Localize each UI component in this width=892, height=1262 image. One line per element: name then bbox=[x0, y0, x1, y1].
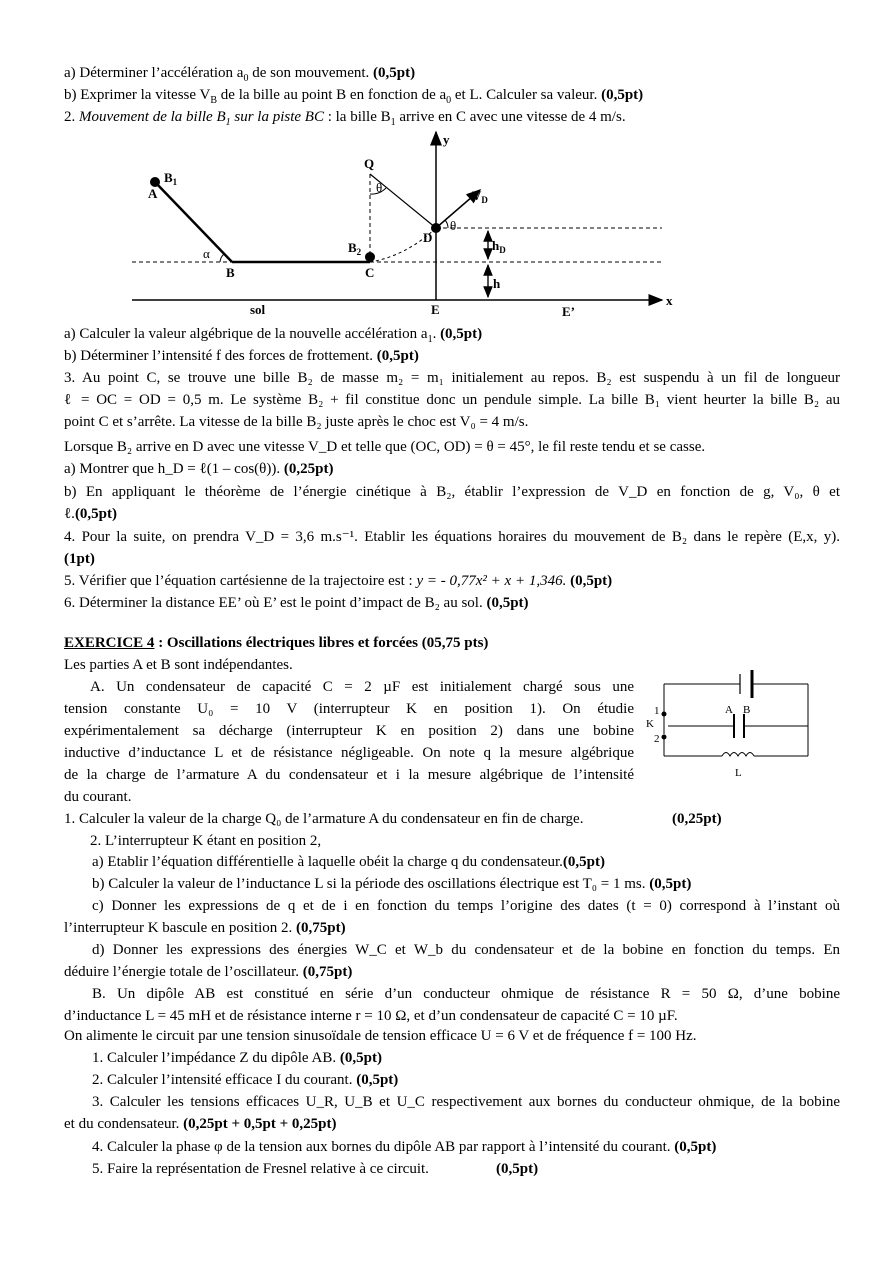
label-b: B bbox=[226, 265, 235, 280]
label-d: D bbox=[423, 230, 433, 245]
part-a-line2: tension constante U₀ = 10 V (interrupteur K en position 1). On étudie bbox=[64, 701, 634, 717]
part-a-line6: du courant. bbox=[64, 789, 132, 805]
question-3-line4: Lorsque B₂ arrive en D avec une vitesse V_D et telle que (OC, OD) = θ = 45°, le fil reste tendu et se casse. bbox=[64, 439, 706, 455]
label-sol: sol bbox=[250, 302, 266, 317]
label-theta: θ bbox=[376, 180, 383, 195]
circuit-label-1: 1 bbox=[654, 705, 660, 717]
circuit-label-l: L bbox=[735, 767, 742, 779]
part-a-q2c-line2: l’interrupteur K bascule en position 2. (0,75pt) bbox=[64, 920, 346, 936]
label-q: Q bbox=[364, 156, 375, 171]
part-a-line3: expérimentalement sa décharge (interrupteur K en position 2) dans une bobine bbox=[64, 723, 634, 739]
label-e-prime: E’ bbox=[562, 304, 575, 319]
label-y: y bbox=[443, 132, 450, 147]
part-b-q1: 1. Calculer l’impédance Z du dipôle AB. (0,5pt) bbox=[92, 1050, 382, 1066]
part-b-line2: d’inductance L = 45 mH et de résistance interne r = 10 Ω, et d’un condensateur de capacité C = 10 µF. bbox=[64, 1008, 678, 1024]
part-a-q2a: a) Etablir l’équation différentielle à laquelle obéit la charge q du condensateur.(0,5pt) bbox=[92, 854, 605, 870]
question-2a: a) Calculer la valeur algébrique de la nouvelle accélération $a_1$. (0,5pt) bbox=[64, 326, 483, 345]
alpha-arc bbox=[220, 254, 224, 262]
label-a: A bbox=[148, 186, 158, 201]
part-b-q2: 2. Calculer l’intensité efficace I du courant. (0,5pt) bbox=[92, 1072, 399, 1088]
part-b-q4: 4. Calculer la phase φ de la tension aux bornes du dipôle AB par rapport à l’intensité du courant. (0,5pt) bbox=[92, 1139, 717, 1155]
circuit-label-b: B bbox=[743, 704, 751, 716]
part-a-line5: de la charge de l’armature A du condensateur et i la mesure algébrique de l’intensité bbox=[64, 767, 634, 783]
label-x: x bbox=[666, 293, 673, 308]
part-a-q1: 1. Calculer la valeur de la charge Q₀ de l’armature A du condensateur en fin de charge. bbox=[64, 811, 584, 827]
label-vd: $V_D$ bbox=[472, 188, 488, 205]
ball-d bbox=[431, 223, 441, 233]
circuit-label-a: A bbox=[725, 704, 733, 716]
exercise4-intro: Les parties A et B sont indépendantes. bbox=[64, 657, 293, 673]
part-a-q2b: b) Calculer la valeur de l’inductance L si la période des oscillations électrique est T₀ = 1 ms. (0,5pt) bbox=[92, 876, 692, 892]
ball-b2 bbox=[365, 252, 375, 262]
question-5: 5. Vérifier que l’équation cartésienne de la trajectoire est : y = - 0,77x² + x + 1,346. (0,5pt) bbox=[64, 573, 613, 589]
question-3-line2: ℓ = OC = OD = 0,5 m. Le système B₂ + fil constitue donc un pendule simple. La bille B₁ vient heurter la bille B₂ au bbox=[64, 392, 840, 408]
part-b-q5-points: (0,5pt) bbox=[496, 1161, 539, 1177]
label-c: C bbox=[365, 265, 375, 280]
switch-contact-2 bbox=[662, 735, 667, 740]
question-1a: a) Déterminer l’accélération $a_0$ de son mouvement. (0,5pt) bbox=[64, 65, 416, 84]
track-figure bbox=[0, 0, 892, 330]
part-b-line3: On alimente le circuit par une tension sinusoïdale de tension efficace U = 6 V et de fréquence f = 100 Hz. bbox=[64, 1028, 697, 1044]
question-4-line1: 4. Pour la suite, on prendra V_D = 3,6 m.s⁻¹. Etablir les équations horaires du mouvement de B₂ dans le repère (E,x, y). bbox=[64, 529, 840, 545]
label-b2: $B_2$ bbox=[348, 240, 362, 257]
question-3b-line1: b) En appliquant le théorème de l’énergie cinétique à B₂, établir l’expression de V_D en fonction de g, V₀, θ et bbox=[64, 484, 840, 500]
theta0-arc bbox=[445, 220, 448, 228]
slope-ab bbox=[155, 182, 232, 262]
part-b-q3-line1: 3. Calculer les tensions efficaces U_R, U_B et U_C respectivement aux bornes du conducteur ohmique, de la bobine bbox=[92, 1094, 840, 1110]
label-hd: $h_D$ bbox=[492, 238, 506, 255]
part-a-q2d-line1: d) Donner les expressions des énergies W_C et W_b du condensateur et de la bobine en fonction du temps. En bbox=[92, 942, 840, 958]
circuit-label-2: 2 bbox=[654, 733, 660, 745]
label-e: E bbox=[431, 302, 440, 317]
circuit-figure bbox=[640, 668, 820, 783]
exercise4-title: EXERCICE 4 : Oscillations électriques libres et forcées (05,75 pts) bbox=[64, 635, 489, 651]
question-3-line3: point C et s’arrête. La vitesse de la bille B₂ juste après le choc est V₀ = 4 m/s. bbox=[64, 414, 529, 430]
switch-contact-1 bbox=[662, 712, 667, 717]
question-2b: b) Déterminer l’intensité f des forces de frottement. (0,5pt) bbox=[64, 348, 419, 364]
part-a-q1-points: (0,25pt) bbox=[672, 811, 722, 827]
question-2-heading: 2. Mouvement de la bille $B_1$ sur la piste BC : la bille $B_1$ arrive en C avec une vitesse de 4 m/s. bbox=[64, 109, 626, 128]
part-b-q5: 5. Faire la représentation de Fresnel relative à ce circuit. bbox=[92, 1161, 429, 1177]
question-1b: b) Exprimer la vitesse $V_B$ de la bille au point B en fonction de $a_0$ et L. Calculer sa valeur. (0,5pt) bbox=[64, 87, 644, 106]
part-a-line4: inductive d’inductance L et de résistance négligeable. On note q la mesure algébrique bbox=[64, 745, 634, 761]
label-theta0: θ bbox=[450, 218, 457, 233]
question-3-line1: 3. Au point C, se trouve une bille B₂ de masse m₂ = m₁ initialement au repos. B₂ est suspendu à un fil de longueur bbox=[64, 370, 840, 386]
question-3a: a) Montrer que h_D = ℓ(1 – cos(θ)). (0,25pt) bbox=[64, 461, 334, 477]
part-a-line1: A. Un condensateur de capacité C = 2 µF est initialement chargé sous une bbox=[90, 679, 634, 695]
label-alpha: α bbox=[203, 246, 210, 261]
question-4-points: (1pt) bbox=[64, 551, 95, 567]
part-a-q2d-line2: déduire l’énergie totale de l’oscillateur. (0,75pt) bbox=[64, 964, 353, 980]
question-6: 6. Déterminer la distance EE’ où E’ est le point d’impact de B₂ au sol. (0,5pt) bbox=[64, 595, 529, 611]
part-b-q3-line2: et du condensateur. (0,25pt + 0,5pt + 0,25pt) bbox=[64, 1116, 337, 1132]
label-h: h bbox=[493, 276, 501, 291]
part-a-q2c-line1: c) Donner les expressions de q et de i en fonction du temps l’origine des dates (t = 0) correspond à l’instant où bbox=[92, 898, 840, 914]
circuit-label-k: K bbox=[646, 718, 654, 730]
part-a-q2: 2. L’interrupteur K étant en position 2, bbox=[90, 833, 322, 849]
label-b1: $B_1$ bbox=[164, 170, 178, 187]
part-b-line1: B. Un dipôle AB est constitué en série d’un conducteur ohmique de résistance R = 50 Ω, d’une bobine bbox=[92, 986, 840, 1002]
question-3b-line2: ℓ.(0,5pt) bbox=[64, 506, 118, 522]
